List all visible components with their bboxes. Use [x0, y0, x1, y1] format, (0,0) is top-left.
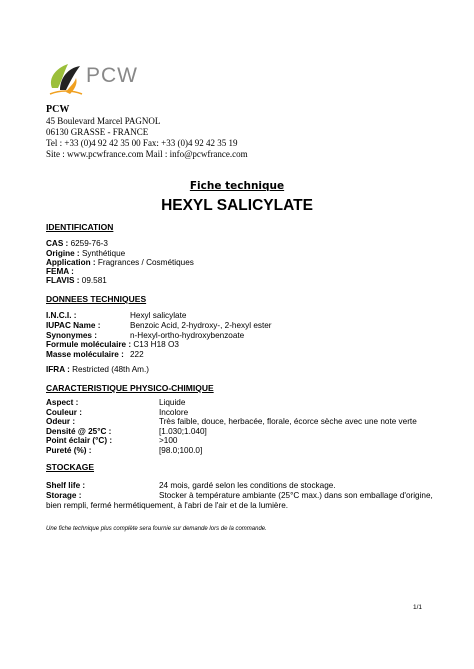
- donnees-value-inci: Hexyl salicylate: [130, 311, 187, 320]
- identification-label: FLAVIS :: [46, 276, 80, 285]
- identification-value: Fragrances / Cosmétiques: [95, 258, 194, 267]
- donnees-value-iupac: Benzoic Acid, 2-hydroxy-, 2-hexyl ester: [130, 321, 272, 330]
- stockage-label-shelf-life: Shelf life :: [46, 481, 86, 490]
- caract-label-purete: Pureté (%) :: [46, 446, 92, 455]
- identification-value: Synthétique: [79, 249, 126, 258]
- donnees-value-synonymes: n-Hexyl-ortho-hydroxybenzoate: [130, 331, 245, 340]
- stockage-value-shelf-life: 24 mois, gardé selon les conditions de stockage.: [159, 481, 336, 490]
- donnees-label-inci: I.N.C.I. :: [46, 311, 77, 320]
- identification-label: CAS :: [46, 239, 69, 248]
- identification-value: 09.581: [79, 276, 107, 285]
- footer-note: Une fiche technique plus complète sera fournie sur demande lors de la commande.: [46, 526, 267, 532]
- section-heading-donnees-techniques: DONNEES TECHNIQUES: [46, 294, 147, 304]
- caract-value-purete: [98.0;100.0]: [159, 446, 203, 455]
- identification-value: 6259-76-3: [68, 239, 108, 248]
- logo-swoosh: [50, 91, 82, 94]
- caract-value-couleur: Incolore: [159, 408, 189, 417]
- company-web: Site : www.pcwfrance.com Mail : info@pcwfrance.com: [46, 149, 248, 159]
- logo-text: PCW: [86, 64, 138, 87]
- identification-label: FEMA :: [46, 267, 74, 276]
- caract-label-odeur: Odeur :: [46, 417, 76, 426]
- identification-row-cas: [46, 239, 108, 249]
- document-subtitle: Fiche technique: [189, 180, 285, 192]
- caract-label-couleur: Couleur :: [46, 408, 82, 417]
- identification-label: Application :: [46, 258, 96, 267]
- caract-label-aspect: Aspect :: [46, 398, 79, 407]
- donnees-label-iupac: IUPAC Name :: [46, 321, 101, 330]
- caract-value-odeur: Très faible, douce, herbacée, florale, écorce sèche avec une note verte: [159, 417, 417, 426]
- identification-row-flavis: [46, 276, 107, 286]
- stockage-value-storage-line-1: Stocker à température ambiante (25°C max.) dans son emballage d'origine,: [159, 491, 433, 500]
- identification-label: Origine :: [46, 249, 80, 258]
- company-address-line-1: 45 Boulevard Marcel PAGNOL: [46, 116, 161, 126]
- donnees-label-ifra: IFRA :: [46, 365, 70, 374]
- stockage-label-storage: Storage :: [46, 491, 82, 500]
- company-address-line-2: 06130 GRASSE - FRANCE: [46, 127, 149, 137]
- donnees-value-ifra: Restricted (48th Am.): [69, 365, 149, 374]
- donnees-row-formule: [46, 340, 179, 350]
- caract-label-point-eclair: Point éclair (°C) :: [46, 436, 113, 445]
- caract-label-densite: Densité @ 25°C :: [46, 427, 112, 436]
- section-heading-caracteristique: CARACTERISTIQUE PHYSICO-CHIMIQUE: [46, 383, 214, 393]
- page-number: 1/1: [413, 604, 423, 611]
- donnees-row-ifra: [46, 365, 149, 375]
- donnees-label-formule: Formule moléculaire :: [46, 340, 132, 349]
- document-title: HEXYL SALICYLATE: [161, 197, 313, 214]
- section-heading-identification: IDENTIFICATION: [46, 222, 114, 232]
- section-heading-stockage: STOCKAGE: [46, 462, 95, 472]
- donnees-value-masse: 222: [130, 350, 144, 359]
- company-name: PCW: [46, 104, 70, 115]
- caract-value-aspect: Liquide: [159, 398, 186, 407]
- caract-value-point-eclair: >100: [159, 436, 178, 445]
- stockage-value-storage-line-2: bien rempli, fermé hermétiquement, à l'abri de l'air et de la lumière.: [46, 501, 289, 510]
- donnees-label-masse: Masse moléculaire :: [46, 350, 124, 359]
- company-phone: Tel : +33 (0)4 92 42 35 00 Fax: +33 (0)4 92 42 35 19: [46, 138, 238, 148]
- caract-value-densite: [1.030;1.040]: [159, 427, 207, 436]
- donnees-label-synonymes: Synonymes :: [46, 331, 97, 340]
- donnees-value-formule: C13 H18 O3: [131, 340, 179, 349]
